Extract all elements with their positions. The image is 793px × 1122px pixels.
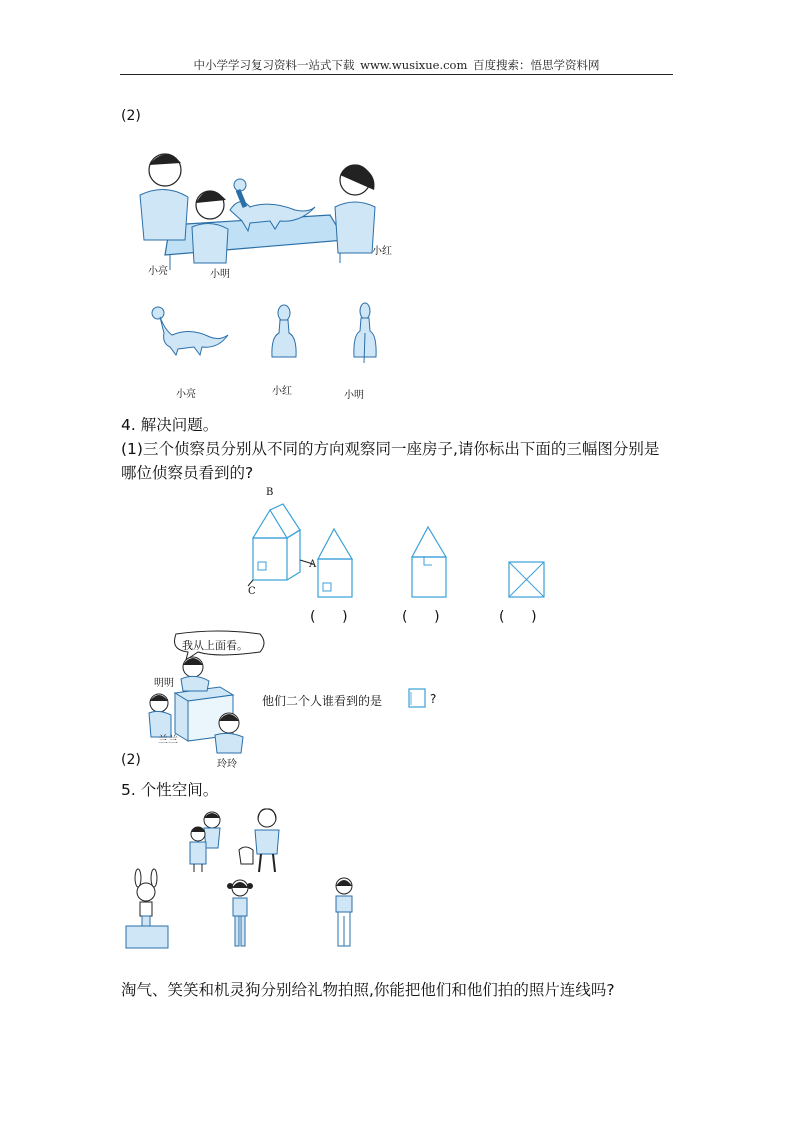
man-and-dog-illustration [237,806,283,876]
answer-blank-1[interactable]: ( ) [310,609,348,625]
house-view-1 [316,527,356,599]
speech-text: 我从上面看。 [182,639,248,652]
q4-part1-line1: (1)三个侦察员分别从不同的方向观察同一座房子,请你标出下面的三幅图分别是 [121,440,660,458]
house-label-a: A [309,559,317,570]
q5-title: 5. 个性空间。 [121,781,219,799]
q4-part1-line2: 哪位侦察员看到的? [121,464,254,482]
header-divider [120,74,673,75]
house-label-b: B [266,487,274,498]
rabbit-on-box-illustration [124,872,170,952]
girl-standing-illustration [225,878,255,950]
two-kids-illustration [186,808,226,874]
scene-label-xiaohong: 小红 [372,246,392,257]
scene-label-xiaoming: 小明 [210,269,230,280]
view-label-2: 小红 [272,386,292,397]
rectangle-shape-icon [408,688,426,708]
answer-blank-3[interactable]: ( ) [499,609,537,625]
q4-part2-question: 他们二个人谁看到的是 [262,694,383,708]
view-label-1: 小亮 [176,389,196,400]
house-top-view [507,560,547,600]
scene-label-xiaoliang: 小亮 [148,266,168,277]
page-header: 中小学学习复习资料一站式下载 www.wusixue.com 百度搜索：悟思学资料网 [193,58,600,72]
q4-part2-number: (2) [121,752,141,768]
question-mark: ? [430,692,437,706]
house-label-c: C [248,586,256,597]
q3-scene-illustration [130,145,390,270]
kid-name-lingling: 玲玲 [217,759,237,770]
answer-blank-2[interactable]: ( ) [402,609,440,625]
dinosaur-back-view [350,303,380,363]
q3-part2-number: (2) [121,108,141,124]
kid-name-mingming: 明明 [154,678,174,689]
kid-name-lanlan: 兰兰 [158,735,178,746]
house-view-2 [410,527,450,599]
house-3d-figure [245,500,320,590]
q4-title: 4. 解决问题。 [121,416,219,434]
dinosaur-side-view [150,305,230,355]
q5-bottom-text: 淘气、笑笑和机灵狗分别给礼物拍照,你能把他们和他们拍的照片连线吗? [121,981,615,999]
view-label-3: 小明 [344,390,364,401]
boy-standing-illustration [330,876,358,950]
dinosaur-front-view [268,305,300,360]
